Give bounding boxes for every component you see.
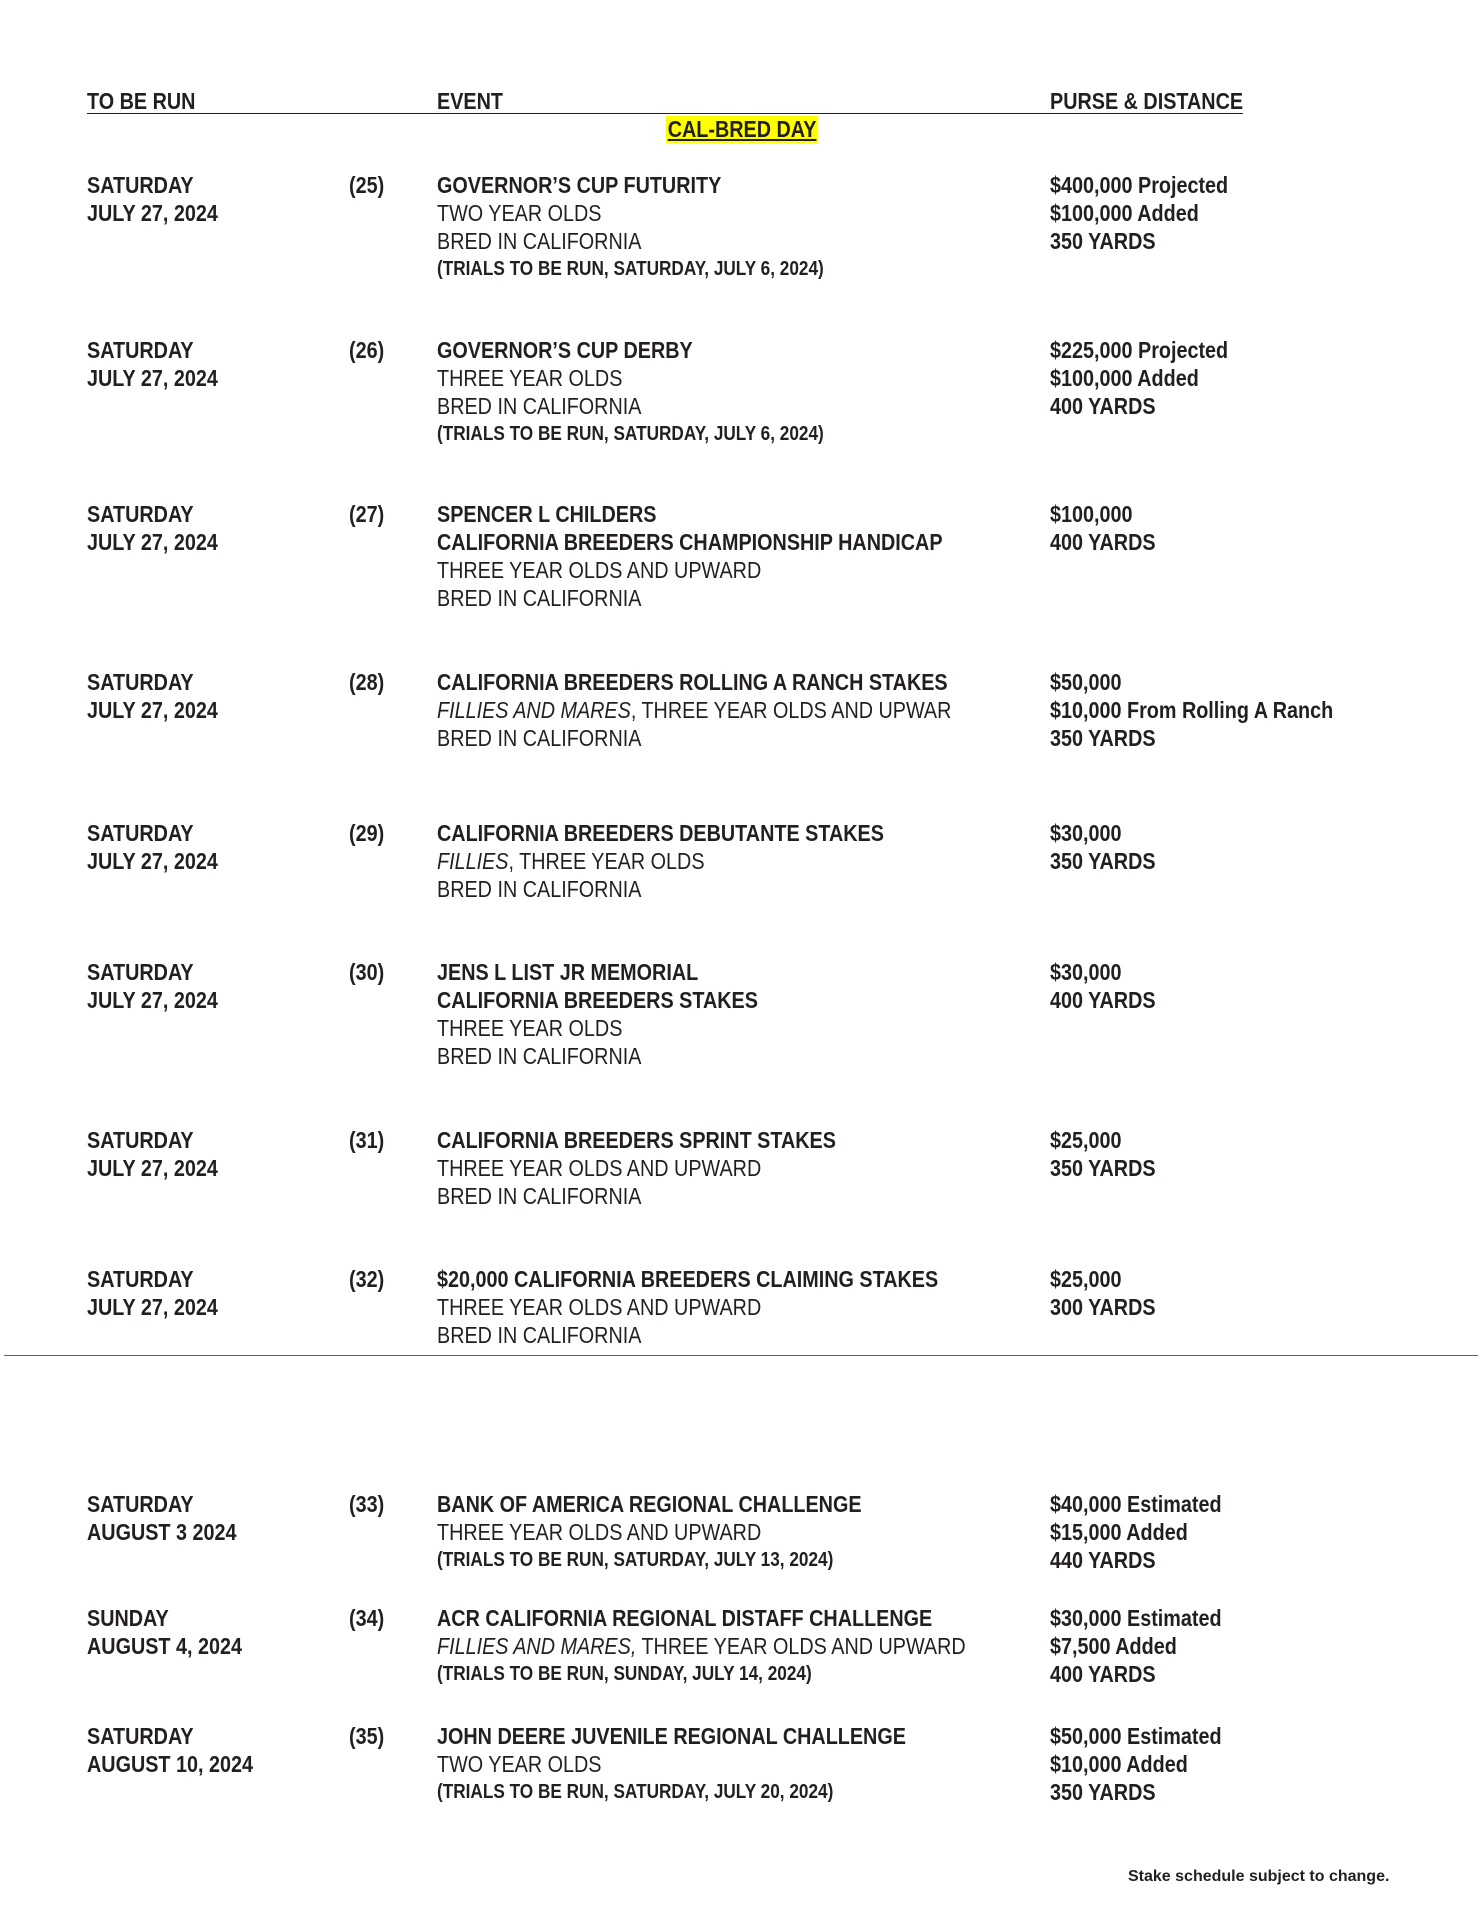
race-number: (28) xyxy=(349,669,385,695)
event-line xyxy=(437,1632,966,1660)
race-number: (30) xyxy=(349,959,385,985)
race-purse xyxy=(1050,336,1228,420)
header-date: TO BE RUN xyxy=(87,88,196,114)
race-day: SATURDAY xyxy=(87,337,194,363)
race-purse xyxy=(1050,1604,1222,1688)
race-purse xyxy=(1050,958,1156,1014)
event-line: GOVERNOR’S CUP FUTURITY xyxy=(437,172,722,198)
purse-line: $30,000 xyxy=(1050,959,1122,985)
event-line: THREE YEAR OLDS AND UPWARD xyxy=(437,1519,762,1545)
event-line: BRED IN CALIFORNIA xyxy=(437,876,642,902)
event-line: THREE YEAR OLDS AND UPWARD xyxy=(437,557,762,583)
event-line-italic: FILLIES AND MARES xyxy=(437,697,631,723)
race-date: JULY 27, 2024 xyxy=(87,365,218,391)
purse-line: 350 YARDS xyxy=(1050,1155,1156,1181)
purse-line: $100,000 Added xyxy=(1050,200,1199,226)
race-purse xyxy=(1050,1126,1156,1182)
purse-line: 300 YARDS xyxy=(1050,1294,1156,1320)
event-line xyxy=(437,847,884,875)
purse-line: $25,000 xyxy=(1050,1266,1122,1292)
race-purse xyxy=(1050,1722,1222,1806)
section-divider xyxy=(4,1355,1478,1356)
race-number: (29) xyxy=(349,820,385,846)
event-line: CALIFORNIA BREEDERS ROLLING A RANCH STAKES xyxy=(437,669,948,695)
header-rule xyxy=(87,113,1243,114)
race-date: AUGUST 10, 2024 xyxy=(87,1751,254,1777)
race-number: (33) xyxy=(349,1491,385,1517)
purse-line: $10,000 From Rolling A Ranch xyxy=(1050,697,1334,723)
event-line: BRED IN CALIFORNIA xyxy=(437,1322,642,1348)
race-run-date xyxy=(87,500,218,556)
race-purse xyxy=(1050,1265,1156,1321)
race-event xyxy=(437,668,951,752)
race-number: (26) xyxy=(349,337,385,363)
race-purse xyxy=(1050,171,1228,255)
purse-line: $400,000 Projected xyxy=(1050,172,1229,198)
race-day: SATURDAY xyxy=(87,669,194,695)
event-line: (TRIALS TO BE RUN, SATURDAY, JULY 13, 2024) xyxy=(437,1549,834,1571)
race-run-date xyxy=(87,171,218,227)
race-date: JULY 27, 2024 xyxy=(87,529,218,555)
race-day: SATURDAY xyxy=(87,959,194,985)
race-number: (31) xyxy=(349,1127,385,1153)
purse-line: $50,000 Estimated xyxy=(1050,1723,1222,1749)
event-line: JENS L LIST JR MEMORIAL xyxy=(437,959,699,985)
event-line: BRED IN CALIFORNIA xyxy=(437,585,642,611)
race-date: JULY 27, 2024 xyxy=(87,848,218,874)
race-purse xyxy=(1050,500,1156,556)
event-line: BRED IN CALIFORNIA xyxy=(437,725,642,751)
event-line: THREE YEAR OLDS xyxy=(437,1015,623,1041)
purse-line: $15,000 Added xyxy=(1050,1519,1188,1545)
purse-line: $40,000 Estimated xyxy=(1050,1491,1222,1517)
event-line-text: , THREE YEAR OLDS AND UPWAR xyxy=(630,697,952,723)
race-run-date xyxy=(87,1604,242,1660)
race-date: JULY 27, 2024 xyxy=(87,200,218,226)
race-number: (34) xyxy=(349,1605,385,1631)
event-line: CALIFORNIA BREEDERS CHAMPIONSHIP HANDICAP xyxy=(437,529,943,555)
race-day: SATURDAY xyxy=(87,1491,194,1517)
purse-line: $100,000 Added xyxy=(1050,365,1199,391)
race-event xyxy=(437,1490,862,1574)
event-line-text: , THREE YEAR OLDS xyxy=(508,848,705,874)
race-run-date xyxy=(87,1490,237,1546)
race-day: SATURDAY xyxy=(87,1723,194,1749)
purse-line: $30,000 xyxy=(1050,820,1122,846)
purse-line: 400 YARDS xyxy=(1050,1661,1156,1687)
footnote: Stake schedule subject to change. xyxy=(1128,1868,1390,1885)
event-line: BRED IN CALIFORNIA xyxy=(437,393,642,419)
race-date: JULY 27, 2024 xyxy=(87,1155,218,1181)
event-line: CALIFORNIA BREEDERS STAKES xyxy=(437,987,758,1013)
event-line: (TRIALS TO BE RUN, SATURDAY, JULY 20, 2024) xyxy=(437,1781,834,1803)
race-day: SATURDAY xyxy=(87,1127,194,1153)
event-line: BRED IN CALIFORNIA xyxy=(437,1043,642,1069)
race-date: JULY 27, 2024 xyxy=(87,697,218,723)
event-line: THREE YEAR OLDS xyxy=(437,365,623,391)
purse-line: 400 YARDS xyxy=(1050,529,1156,555)
event-line: THREE YEAR OLDS AND UPWARD xyxy=(437,1294,762,1320)
header-event: EVENT xyxy=(437,88,503,114)
purse-line: $7,500 Added xyxy=(1050,1633,1177,1659)
purse-line: 350 YARDS xyxy=(1050,1779,1156,1805)
event-line: (TRIALS TO BE RUN, SATURDAY, JULY 6, 2024) xyxy=(437,423,824,445)
purse-line: $25,000 xyxy=(1050,1127,1122,1153)
race-run-date xyxy=(87,1126,218,1182)
race-day: SATURDAY xyxy=(87,172,194,198)
race-run-date xyxy=(87,336,218,392)
event-line: TWO YEAR OLDS xyxy=(437,1751,602,1777)
event-line: GOVERNOR’S CUP DERBY xyxy=(437,337,693,363)
race-day: SUNDAY xyxy=(87,1605,169,1631)
event-line: THREE YEAR OLDS AND UPWARD xyxy=(437,1155,762,1181)
race-number: (32) xyxy=(349,1266,385,1292)
race-date: AUGUST 3 2024 xyxy=(87,1519,237,1545)
purse-line: $30,000 Estimated xyxy=(1050,1605,1222,1631)
event-line: CALIFORNIA BREEDERS DEBUTANTE STAKES xyxy=(437,820,884,846)
header-purse: PURSE & DISTANCE xyxy=(1050,88,1244,114)
race-event xyxy=(437,1722,906,1806)
race-purse xyxy=(1050,1490,1222,1574)
event-line-italic: FILLIES xyxy=(437,848,509,874)
purse-line: 350 YARDS xyxy=(1050,725,1156,751)
event-line: SPENCER L CHILDERS xyxy=(437,501,657,527)
race-purse xyxy=(1050,668,1333,752)
event-line: $20,000 CALIFORNIA BREEDERS CLAIMING STAKES xyxy=(437,1266,939,1292)
race-number: (25) xyxy=(349,172,385,198)
race-event xyxy=(437,1604,966,1688)
event-line: BANK OF AMERICA REGIONAL CHALLENGE xyxy=(437,1491,862,1517)
event-line: BRED IN CALIFORNIA xyxy=(437,1183,642,1209)
event-line xyxy=(437,696,951,724)
purse-line: $50,000 xyxy=(1050,669,1122,695)
race-day: SATURDAY xyxy=(87,820,194,846)
race-run-date xyxy=(87,1265,218,1321)
race-event xyxy=(437,500,943,612)
purse-line: $100,000 xyxy=(1050,501,1133,527)
race-date: JULY 27, 2024 xyxy=(87,987,218,1013)
purse-line: 350 YARDS xyxy=(1050,228,1156,254)
race-event xyxy=(437,171,824,283)
race-run-date xyxy=(87,668,218,724)
section-title: CAL-BRED DAY xyxy=(667,116,817,142)
race-number: (35) xyxy=(349,1723,385,1749)
race-date: JULY 27, 2024 xyxy=(87,1294,218,1320)
race-run-date xyxy=(87,1722,253,1778)
race-event xyxy=(437,819,884,903)
race-event xyxy=(437,1126,836,1210)
race-run-date xyxy=(87,958,218,1014)
race-purse xyxy=(1050,819,1156,875)
purse-line: 400 YARDS xyxy=(1050,987,1156,1013)
event-line-text: THREE YEAR OLDS AND UPWARD xyxy=(636,1633,966,1659)
purse-line: 440 YARDS xyxy=(1050,1547,1156,1573)
event-line: (TRIALS TO BE RUN, SUNDAY, JULY 14, 2024) xyxy=(437,1663,812,1685)
race-event xyxy=(437,1265,938,1349)
event-line: (TRIALS TO BE RUN, SATURDAY, JULY 6, 2024) xyxy=(437,258,824,280)
event-line: TWO YEAR OLDS xyxy=(437,200,602,226)
event-line: ACR CALIFORNIA REGIONAL DISTAFF CHALLENGE xyxy=(437,1605,933,1631)
race-event xyxy=(437,958,758,1070)
event-line-italic: FILLIES AND MARES, xyxy=(437,1633,637,1659)
purse-line: $225,000 Projected xyxy=(1050,337,1229,363)
event-line: BRED IN CALIFORNIA xyxy=(437,228,642,254)
race-day: SATURDAY xyxy=(87,1266,194,1292)
race-day: SATURDAY xyxy=(87,501,194,527)
race-run-date xyxy=(87,819,218,875)
race-date: AUGUST 4, 2024 xyxy=(87,1633,243,1659)
race-event xyxy=(437,336,824,448)
purse-line: $10,000 Added xyxy=(1050,1751,1188,1777)
purse-line: 350 YARDS xyxy=(1050,848,1156,874)
race-number: (27) xyxy=(349,501,385,527)
event-line: CALIFORNIA BREEDERS SPRINT STAKES xyxy=(437,1127,836,1153)
event-line: JOHN DEERE JUVENILE REGIONAL CHALLENGE xyxy=(437,1723,906,1749)
purse-line: 400 YARDS xyxy=(1050,393,1156,419)
